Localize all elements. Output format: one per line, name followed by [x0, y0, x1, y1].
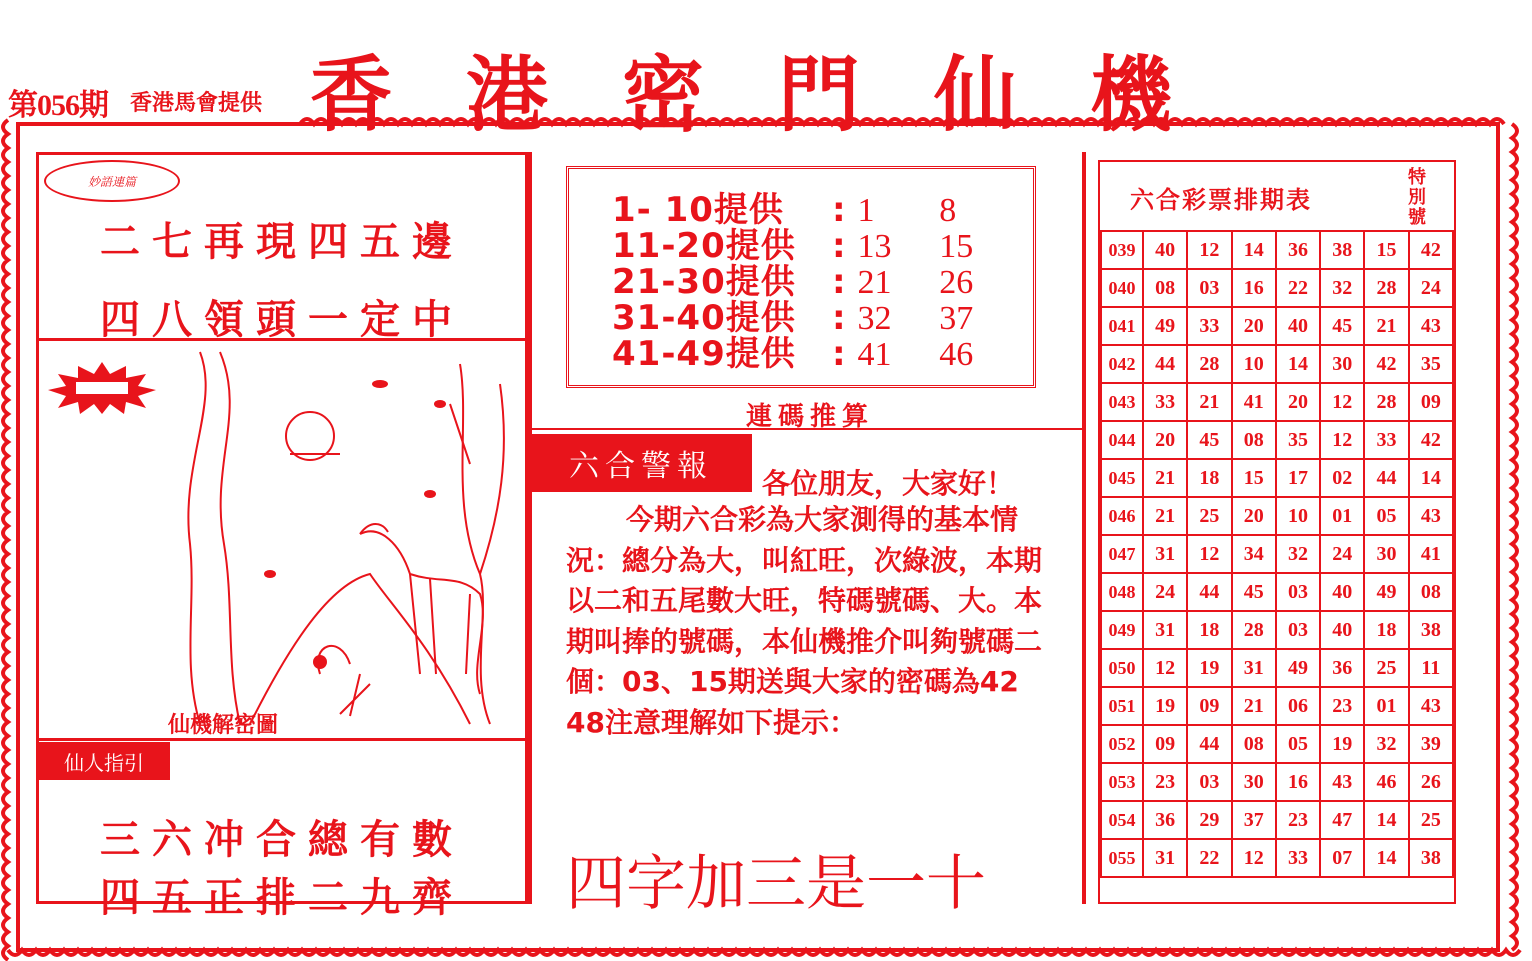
- number-cell: 20: [1276, 383, 1320, 421]
- number-cell: 23: [1143, 763, 1187, 801]
- number-cell: 43: [1409, 307, 1453, 345]
- number-cell: 42: [1409, 421, 1453, 459]
- number-cell: 42: [1409, 231, 1453, 269]
- divider-right: [1082, 152, 1086, 904]
- number-cell: 30: [1232, 763, 1276, 801]
- number-cell: 20: [1143, 421, 1187, 459]
- range-row: [612, 264, 999, 301]
- number-cell: 43: [1409, 497, 1453, 535]
- poem-line-3: 三六冲合總有數: [100, 817, 464, 863]
- number-cell: 45: [1187, 421, 1231, 459]
- period-cell: 050: [1101, 649, 1143, 687]
- table-row: [1101, 231, 1453, 269]
- number-cell: 24: [1320, 535, 1364, 573]
- number-cell: 31: [1143, 535, 1187, 573]
- number-cell: 40: [1276, 307, 1320, 345]
- number-cell: 12: [1320, 383, 1364, 421]
- range-number-a: 13: [857, 228, 892, 265]
- number-cell: 14: [1364, 839, 1408, 877]
- number-cell: 14: [1276, 345, 1320, 383]
- range-label: 41-49提供: [612, 334, 796, 374]
- number-cell: 15: [1364, 231, 1408, 269]
- number-cell: 03: [1187, 763, 1231, 801]
- number-cell: 31: [1143, 839, 1187, 877]
- table-row: [1101, 649, 1453, 687]
- number-cell: 26: [1409, 763, 1453, 801]
- number-cell: 29: [1187, 801, 1231, 839]
- deer-illustration: [170, 344, 522, 734]
- range-colon: :: [832, 334, 846, 374]
- range-label: 1- 10提供: [612, 190, 784, 230]
- riddle: 四字加三是一十: [566, 851, 986, 917]
- poem-line-4: 四五正排二九齊: [100, 875, 464, 921]
- number-cell: 12: [1232, 839, 1276, 877]
- range-number-b: 37: [939, 300, 974, 337]
- number-cell: 38: [1320, 231, 1364, 269]
- number-cell: 30: [1364, 535, 1408, 573]
- history-title: 六合彩票排期表: [1130, 186, 1312, 214]
- period-cell: 055: [1101, 839, 1143, 877]
- number-cell: 25: [1364, 649, 1408, 687]
- picture-caption: 仙機解密圖: [168, 713, 279, 738]
- pair-caption: 連碼推算: [746, 402, 875, 432]
- period-cell: 040: [1101, 269, 1143, 307]
- number-cell: 20: [1232, 307, 1276, 345]
- number-cell: 07: [1320, 839, 1364, 877]
- range-colon: :: [832, 226, 846, 266]
- number-cell: 28: [1364, 383, 1408, 421]
- number-cell: 17: [1276, 459, 1320, 497]
- number-cell: 25: [1409, 801, 1453, 839]
- number-cell: 19: [1187, 649, 1231, 687]
- period-cell: 048: [1101, 573, 1143, 611]
- number-cell: 15: [1232, 459, 1276, 497]
- period-cell: 051: [1101, 687, 1143, 725]
- number-cell: 40: [1320, 611, 1364, 649]
- range-label: 31-40提供: [612, 298, 796, 338]
- number-cell: 19: [1320, 725, 1364, 763]
- range-number-a: 1: [857, 192, 875, 229]
- number-cell: 03: [1187, 269, 1231, 307]
- poem-line-1: 二七再現四五邊: [100, 219, 464, 265]
- table-row: [1101, 535, 1453, 573]
- number-cell: 47: [1320, 801, 1364, 839]
- number-cell: 30: [1320, 345, 1364, 383]
- number-cell: 09: [1143, 725, 1187, 763]
- number-cell: 01: [1364, 687, 1408, 725]
- number-cell: 31: [1232, 649, 1276, 687]
- table-row: [1101, 725, 1453, 763]
- number-cell: 22: [1276, 269, 1320, 307]
- number-cell: 49: [1364, 573, 1408, 611]
- table-row: [1101, 383, 1453, 421]
- number-cell: 10: [1232, 345, 1276, 383]
- number-cell: 44: [1187, 573, 1231, 611]
- period-cell: 043: [1101, 383, 1143, 421]
- number-cell: 21: [1364, 307, 1408, 345]
- number-cell: 42: [1364, 345, 1408, 383]
- table-row: [1101, 459, 1453, 497]
- number-cell: 09: [1187, 687, 1231, 725]
- number-cell: 18: [1187, 611, 1231, 649]
- number-cell: 43: [1320, 763, 1364, 801]
- number-cell: 16: [1276, 763, 1320, 801]
- number-cell: 36: [1143, 801, 1187, 839]
- period-cell: 046: [1101, 497, 1143, 535]
- number-cell: 28: [1364, 269, 1408, 307]
- left-divider-bottom: [36, 738, 528, 741]
- number-cell: 24: [1409, 269, 1453, 307]
- number-cell: 12: [1187, 231, 1231, 269]
- number-cell: 03: [1276, 573, 1320, 611]
- number-cell: 12: [1187, 535, 1231, 573]
- number-cell: 05: [1276, 725, 1320, 763]
- guide-label: 仙人指引: [38, 742, 170, 780]
- table-row: [1101, 269, 1453, 307]
- number-cell: 32: [1320, 269, 1364, 307]
- table-row: [1101, 421, 1453, 459]
- table-row: [1101, 763, 1453, 801]
- range-number-b: 26: [939, 264, 974, 301]
- number-cell: 33: [1364, 421, 1408, 459]
- alert-label: 六合警報: [530, 434, 752, 492]
- number-cell: 14: [1409, 459, 1453, 497]
- number-cell: 38: [1409, 611, 1453, 649]
- number-cell: 12: [1320, 421, 1364, 459]
- range-row: [612, 300, 999, 337]
- range-row: [612, 228, 999, 265]
- issue-number: 第056期: [8, 89, 108, 122]
- number-cell: 37: [1232, 801, 1276, 839]
- starburst-icon: [46, 360, 158, 416]
- range-row: [612, 192, 999, 229]
- period-cell: 041: [1101, 307, 1143, 345]
- number-cell: 02: [1320, 459, 1364, 497]
- period-cell: 053: [1101, 763, 1143, 801]
- range-colon: :: [832, 190, 846, 230]
- number-cell: 10: [1276, 497, 1320, 535]
- number-cell: 03: [1276, 611, 1320, 649]
- poem-line-2: 四八領頭一定中: [100, 297, 464, 343]
- number-cell: 28: [1187, 345, 1231, 383]
- number-cell: 08: [1232, 725, 1276, 763]
- number-cell: 31: [1143, 611, 1187, 649]
- number-cell: 23: [1276, 801, 1320, 839]
- period-cell: 039: [1101, 231, 1143, 269]
- table-row: [1101, 307, 1453, 345]
- number-cell: 08: [1409, 573, 1453, 611]
- period-cell: 049: [1101, 611, 1143, 649]
- period-cell: 045: [1101, 459, 1143, 497]
- number-cell: 18: [1364, 611, 1408, 649]
- history-table: [1100, 230, 1454, 878]
- number-cell: 44: [1187, 725, 1231, 763]
- number-cell: 22: [1187, 839, 1231, 877]
- number-cell: 21: [1232, 687, 1276, 725]
- number-cell: 44: [1143, 345, 1187, 383]
- range-number-a: 32: [857, 300, 892, 337]
- period-cell: 047: [1101, 535, 1143, 573]
- range-number-a: 41: [857, 336, 892, 373]
- number-cell: 40: [1320, 573, 1364, 611]
- number-cell: 33: [1143, 383, 1187, 421]
- range-number-a: 21: [857, 264, 892, 301]
- special-number-label: 特別號: [1408, 167, 1426, 228]
- number-cell: 23: [1320, 687, 1364, 725]
- divider-left: [528, 152, 532, 904]
- number-cell: 06: [1276, 687, 1320, 725]
- page-title: 香港密門仙機: [310, 48, 1247, 143]
- number-cell: 35: [1409, 345, 1453, 383]
- table-row: [1101, 573, 1453, 611]
- number-cell: 08: [1232, 421, 1276, 459]
- number-cell: 25: [1187, 497, 1231, 535]
- number-cell: 45: [1232, 573, 1276, 611]
- number-cell: 33: [1187, 307, 1231, 345]
- number-cell: 38: [1409, 839, 1453, 877]
- table-row: [1101, 611, 1453, 649]
- number-cell: 12: [1143, 649, 1187, 687]
- number-cell: 40: [1143, 231, 1187, 269]
- number-cell: 20: [1232, 497, 1276, 535]
- number-cell: 01: [1320, 497, 1364, 535]
- number-cell: 05: [1364, 497, 1408, 535]
- period-cell: 042: [1101, 345, 1143, 383]
- number-cell: 36: [1276, 231, 1320, 269]
- number-cell: 39: [1409, 725, 1453, 763]
- table-row: [1101, 687, 1453, 725]
- number-cell: 14: [1232, 231, 1276, 269]
- number-cell: 32: [1364, 725, 1408, 763]
- number-cell: 16: [1232, 269, 1276, 307]
- range-row: [612, 336, 999, 373]
- period-cell: 044: [1101, 421, 1143, 459]
- table-row: [1101, 345, 1453, 383]
- badge-label: 妙語連篇: [44, 160, 180, 202]
- number-cell: 24: [1143, 573, 1187, 611]
- period-cell: 054: [1101, 801, 1143, 839]
- range-colon: :: [832, 262, 846, 302]
- range-number-b: 15: [939, 228, 974, 265]
- number-cell: 08: [1143, 269, 1187, 307]
- number-cell: 49: [1276, 649, 1320, 687]
- number-cell: 45: [1320, 307, 1364, 345]
- number-cell: 14: [1364, 801, 1408, 839]
- period-cell: 052: [1101, 725, 1143, 763]
- number-cell: 19: [1143, 687, 1187, 725]
- number-cell: 11: [1409, 649, 1453, 687]
- number-cell: 21: [1143, 459, 1187, 497]
- number-cell: 09: [1409, 383, 1453, 421]
- number-cell: 44: [1364, 459, 1408, 497]
- number-cell: 43: [1409, 687, 1453, 725]
- number-cell: 41: [1409, 535, 1453, 573]
- range-number-b: 46: [939, 336, 974, 373]
- issue-provider: 香港馬會提供: [130, 91, 263, 116]
- number-cell: 34: [1232, 535, 1276, 573]
- number-cell: 33: [1276, 839, 1320, 877]
- greeting: 各位朋友，大家好！: [762, 467, 1015, 500]
- table-row: [1101, 801, 1453, 839]
- number-cell: 49: [1143, 307, 1187, 345]
- number-cell: 32: [1276, 535, 1320, 573]
- table-row: [1101, 497, 1453, 535]
- alert-body: 今期六合彩為大家測得的基本情況：總分為大，叫紅旺，次綠波，本期以二和五尾數大旺，特碼號碼、大。本期叫捧的號碼，本仙機推介叫夠號碼二個：03、15期送與大家的密碼為42 48注意理解如下提示：: [566, 503, 1043, 739]
- range-label: 21-30提供: [612, 262, 796, 302]
- number-cell: 21: [1143, 497, 1187, 535]
- number-cell: 28: [1232, 611, 1276, 649]
- table-row: [1101, 839, 1453, 877]
- range-label: 11-20提供: [612, 226, 796, 266]
- range-number-b: 8: [939, 192, 957, 229]
- number-cell: 18: [1187, 459, 1231, 497]
- number-cell: 35: [1276, 421, 1320, 459]
- number-cell: 21: [1187, 383, 1231, 421]
- range-colon: :: [832, 298, 846, 338]
- number-cell: 41: [1232, 383, 1276, 421]
- number-cell: 36: [1320, 649, 1364, 687]
- number-cell: 46: [1364, 763, 1408, 801]
